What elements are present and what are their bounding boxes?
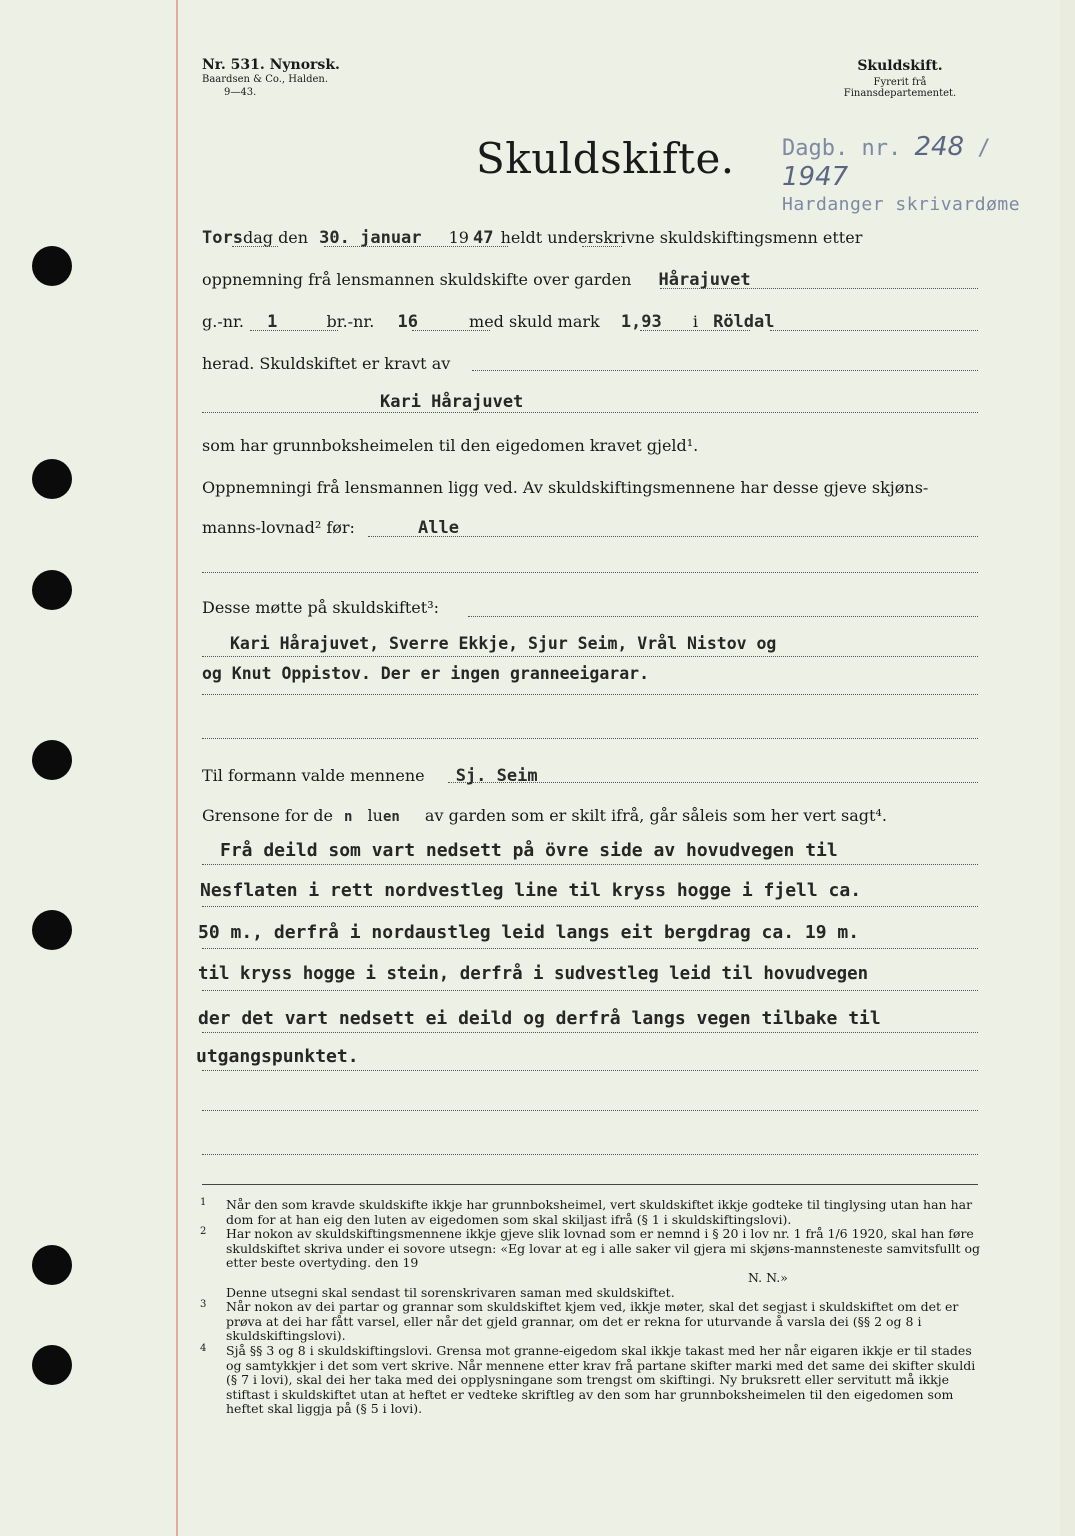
registry-stamp: Dagb. nr. 248 / 1947 Hardanger skrivardøme	[782, 132, 1060, 215]
requester: Kari Hårajuvet	[380, 392, 524, 412]
punch-hole	[32, 570, 72, 610]
form-header-right	[820, 58, 980, 99]
year-suffix: 47	[472, 228, 494, 248]
dagb-label: Dagb. nr.	[782, 136, 902, 161]
boundary-a: Grensone for de	[202, 806, 333, 825]
i-label: i	[692, 312, 698, 331]
signature-placeholder: N. N.»	[748, 1269, 788, 1285]
boundary-line-4: til kryss hogge i stein, derfrå i sudvestleg leid til hovudvegen	[198, 964, 869, 984]
punch-hole	[32, 1345, 72, 1385]
boundary-b: lu	[367, 806, 383, 825]
footnote: 3 Når nokon av dei partar og grannar som skuldskiftet kjem ved, ikkje møter, skal det segjast i skuldskiftet om det er prøva at dei har fått varsel, eller når det gjeld grannar, om det er rekna for uturvande å varsla dei (§§ 2 og 8 i skuldskiftingslovi).	[200, 1299, 959, 1344]
boundary-line-5: der det vart nedsett ei deild og derfrå langs vegen tilbake til	[198, 1008, 881, 1029]
meeting-line-3	[202, 312, 775, 332]
lovnad-line	[202, 518, 459, 538]
bnr-value: 16	[397, 312, 418, 332]
attended-label: Desse møtte på skuldskiftet³:	[202, 598, 440, 617]
oppnemningi-line: Oppnemningi frå lensmannen ligg ved. Av skuldskiftingsmennene har desse gjeve skjøns-	[202, 478, 929, 497]
chair-line	[202, 766, 538, 786]
meeting-line-2	[202, 270, 751, 290]
footnote: 1 Når den som kravde skuldskifte ikkje har grunnboksheimel, vert skuldskiftet ikkje godteke til tinglysing utan han har dom for at han eig den luten av eigedomen som skal skiljast ifrå (§ 1 i skuldskiftingslovi).	[200, 1197, 973, 1227]
chair-label: Til formann valde mennene	[202, 766, 425, 785]
dagb-year: 1947	[782, 162, 849, 192]
farm-name: Hårajuvet	[658, 270, 751, 290]
lovnad-label: manns-lovnad² før:	[202, 518, 355, 537]
dagb-number: 248	[914, 132, 965, 162]
print-date: 9—43.	[224, 87, 257, 98]
chair-name: Sj. Seim	[455, 766, 538, 786]
lovnad-value: Alle	[418, 518, 459, 538]
meeting-line-1	[202, 228, 862, 248]
printer: Baardsen & Co., Halden.	[202, 74, 329, 85]
boundary-line-6: utgangspunktet.	[196, 1046, 359, 1067]
meeting-text-1: heldt underskrivne skuldskiftingsmenn etter	[500, 228, 863, 247]
day-suffix: dag den	[242, 228, 309, 247]
oppnemning-text: oppnemning frå lensmannen skuldskifte over garden	[202, 270, 632, 289]
day-prefix: Tors	[202, 228, 243, 248]
gnr-value: 1	[267, 312, 278, 332]
boundary-line-2: Nesflaten i rett nordvestleg line til kryss hogge i fjell ca.	[200, 880, 862, 901]
form-number: Nr. 531. Nynorsk.	[202, 57, 340, 73]
form-header-left	[202, 58, 340, 99]
footnote: 4 Sjå §§ 3 og 8 i skuldskiftingslovi. Grensa mot granne-eigedom skal ikkje takast med her når eigaren ikkje er til stades og samtykkjer i det som vert skrive. Når mennene etter krav frå partane skifter marki med det same dei skifter skuldi (§ 7 i lovi), skal dei her taka med dei opplysningane som trengst om skiftingi. Ny bruksrett eller servitutt må ikkje stiftast i skuldskiftet utan at heftet er vedteke skriftleg av den som har grunnboksheimelen til den eigedomen som heftet skal liggja på (§ 5 i lovi).	[200, 1342, 976, 1417]
bnr-label: br.-nr.	[326, 312, 375, 331]
punch-hole	[32, 740, 72, 780]
attended-line-2: og Knut Oppistov. Der er ingen granneeigarar.	[202, 664, 650, 683]
footnote-note: Denne utsegni skal sendast til sorenskrivaren saman med skuldskiftet.	[226, 1284, 675, 1300]
approval: Fyrerit frå Finansdepartementet.	[843, 77, 957, 99]
boundary-c: av garden som er skilt ifrå, går såleis som her vert sagt⁴.	[424, 806, 887, 825]
herad-line: herad. Skuldskiftet er kravt av	[202, 354, 451, 373]
footnotes	[200, 1198, 980, 1417]
meeting-date: 30. januar	[319, 228, 422, 248]
boundary-header	[202, 806, 887, 825]
form-name: Skuldskift.	[857, 58, 943, 74]
boundary-line-1: Frå deild som vart nedsett på övre side av hovudvegen til	[220, 840, 838, 861]
page-title: Skuldskifte.	[476, 134, 735, 183]
boundary-line-3: 50 m., derfrå i nordaustleg leid langs eit bergdrag ca. 19 m.	[198, 922, 860, 943]
skuld-label: med skuld mark	[469, 312, 600, 331]
boundary-en: en	[382, 809, 400, 825]
punch-hole	[32, 459, 72, 499]
skuld-value: 1,93	[620, 312, 662, 332]
margin-line	[176, 0, 178, 1536]
attended-line-1: Kari Hårajuvet, Sverre Ekkje, Sjur Seim, Vrål Nistov og	[230, 634, 777, 653]
year-prefix: 19	[448, 228, 469, 247]
office-name: Hardanger skrivardøme	[782, 194, 1021, 215]
grunnbok-line: som har grunnboksheimelen til den eigedomen kravet gjeld¹.	[202, 436, 699, 455]
punch-hole	[32, 910, 72, 950]
footnote-divider	[202, 1184, 978, 1185]
boundary-n: n	[344, 809, 353, 825]
gnr-label: g.-nr.	[202, 312, 245, 331]
punch-hole	[32, 246, 72, 286]
footnote: 2 Har nokon av skuldskiftingsmennene ikkje gjeve slik lovnad som er nemnd i § 20 i lov nr. 1 frå 1/6 1920, skal han føre skuldskiftet skriva under ei sovore utsegn: «Eg lovar at eg i alle saker vil gjera mi skjøns-mannsteneste samvitsfullt og etter beste overtyding. den 19	[200, 1226, 980, 1271]
punch-hole	[32, 1245, 72, 1285]
municipality: Röldal	[713, 312, 775, 332]
